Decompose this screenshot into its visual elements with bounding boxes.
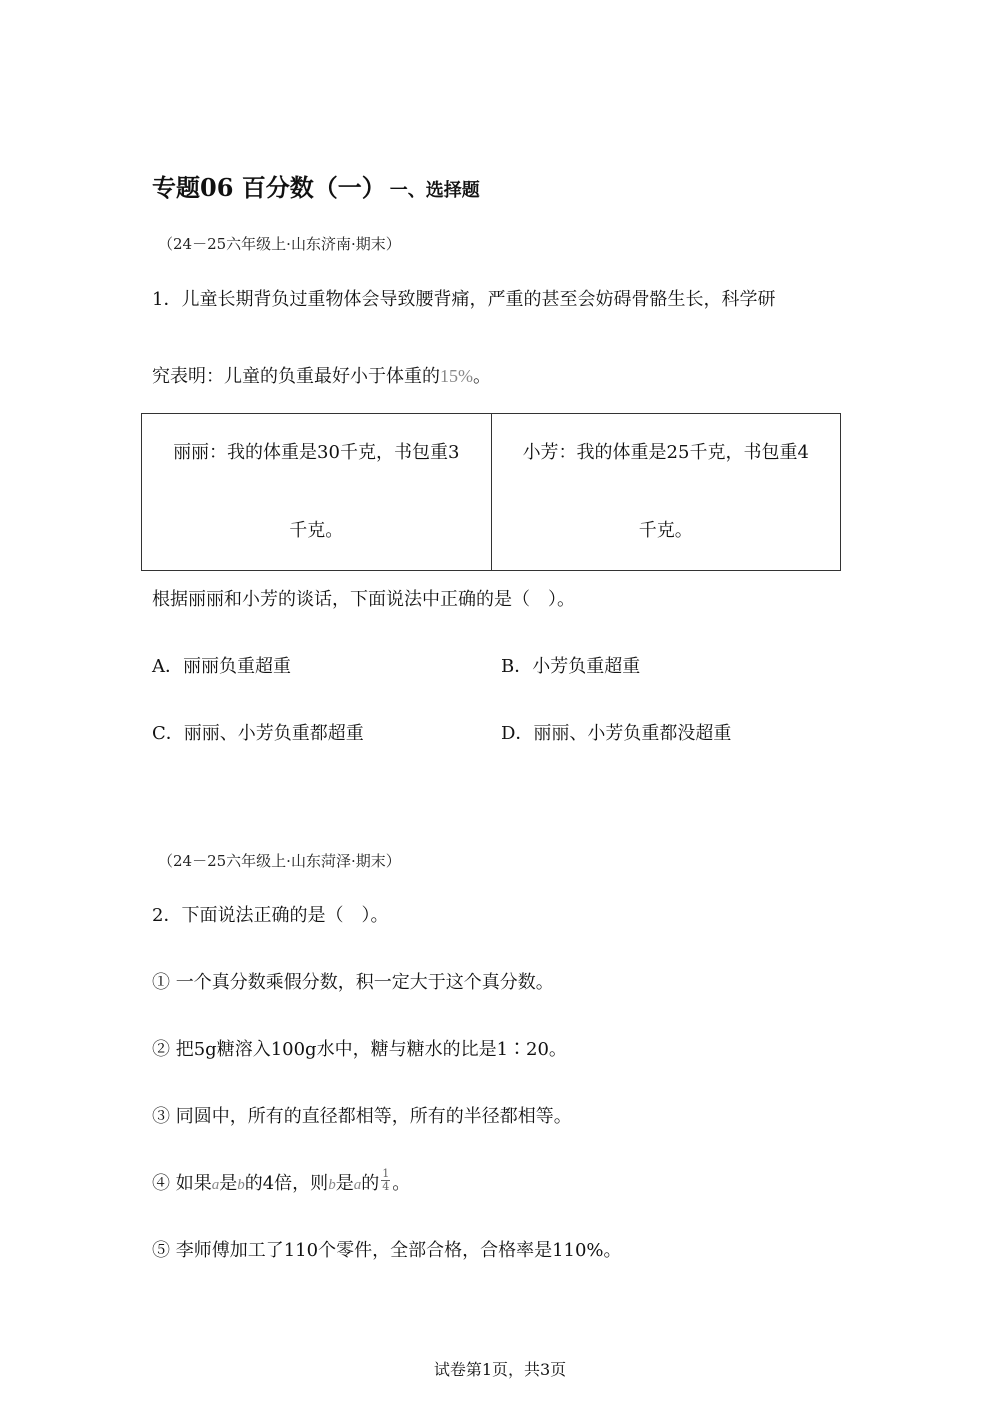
q1-option-c: C．丽丽、小芳负重都超重 [152,723,364,744]
dialog-lili-line2: 千克。 [289,520,344,541]
dialog-lili-line1: 丽丽：我的体重是30千克，书包重3 [173,442,460,463]
q2-statement-5: ⑤ 李师傅加工了110个零件，全部合格，合格率是110%。 [152,1240,622,1261]
dialog-table [141,413,841,571]
s4-part: 。 [392,1173,411,1194]
q2-statement-1: ① 一个真分数乘假分数，积一定大于这个真分数。 [152,972,554,993]
fraction-denominator: 4 [382,1179,390,1193]
q1-line2-end: 。 [473,366,491,387]
var-a: a [211,1177,220,1193]
page-footer: 试卷第1页，共3页 [433,1360,567,1379]
section-heading: 一、选择题 [389,180,480,201]
dialog-xiaofang-line2: 千克。 [638,520,693,541]
q2-statement-3: ③ 同圆中，所有的直径都相等，所有的半径都相等。 [152,1106,572,1127]
q1-line1: 1．儿童长期背负过重物体会导致腰背痛，严重的甚至会妨碍骨骼生长，科学研 [152,289,776,310]
q1-line2-text: 究表明：儿童的负重最好小于体重的 [152,366,440,387]
q2-statement-2: ② 把5g糖溶入100g水中，糖与糖水的比是1∶20。 [152,1039,567,1060]
var-a: a [353,1177,362,1193]
s4-part: 的 [361,1173,380,1194]
s4-part: ④ 如果 [152,1173,212,1194]
q1-option-b: B．小芳负重超重 [501,656,641,677]
q1-source: （24－25六年级上·山东济南·期末） [158,235,401,253]
fraction-one-quarter [381,1168,390,1193]
s4-part: 是 [219,1173,238,1194]
var-b: b [328,1177,336,1193]
page-title [152,168,480,203]
q2-source: （24－25六年级上·山东菏泽·期末） [158,852,401,870]
dialog-cell-lili [142,414,492,571]
var-b: b [237,1177,245,1193]
dialog-cell-xiaofang [491,414,841,571]
q1-option-d: D．丽丽、小芳负重都没超重 [501,723,732,744]
q1-option-a: A．丽丽负重超重 [152,656,291,677]
q2-prompt: 2．下面说法正确的是（ ）。 [152,905,389,926]
s4-part: 是 [335,1173,354,1194]
s4-part: 的4倍，则 [244,1173,329,1194]
fraction-numerator: 1 [382,1166,390,1180]
title-text: 专题06 百分数（一） [152,173,386,202]
q2-statement-4 [152,1166,411,1197]
q1-prompt: 根据丽丽和小芳的谈话，下面说法中正确的是（ ）。 [152,589,575,610]
q1-line2 [152,362,491,388]
dialog-xiaofang-line1: 小芳：我的体重是25千克，书包重4 [522,442,809,463]
q1-percent: 15% [440,366,473,386]
